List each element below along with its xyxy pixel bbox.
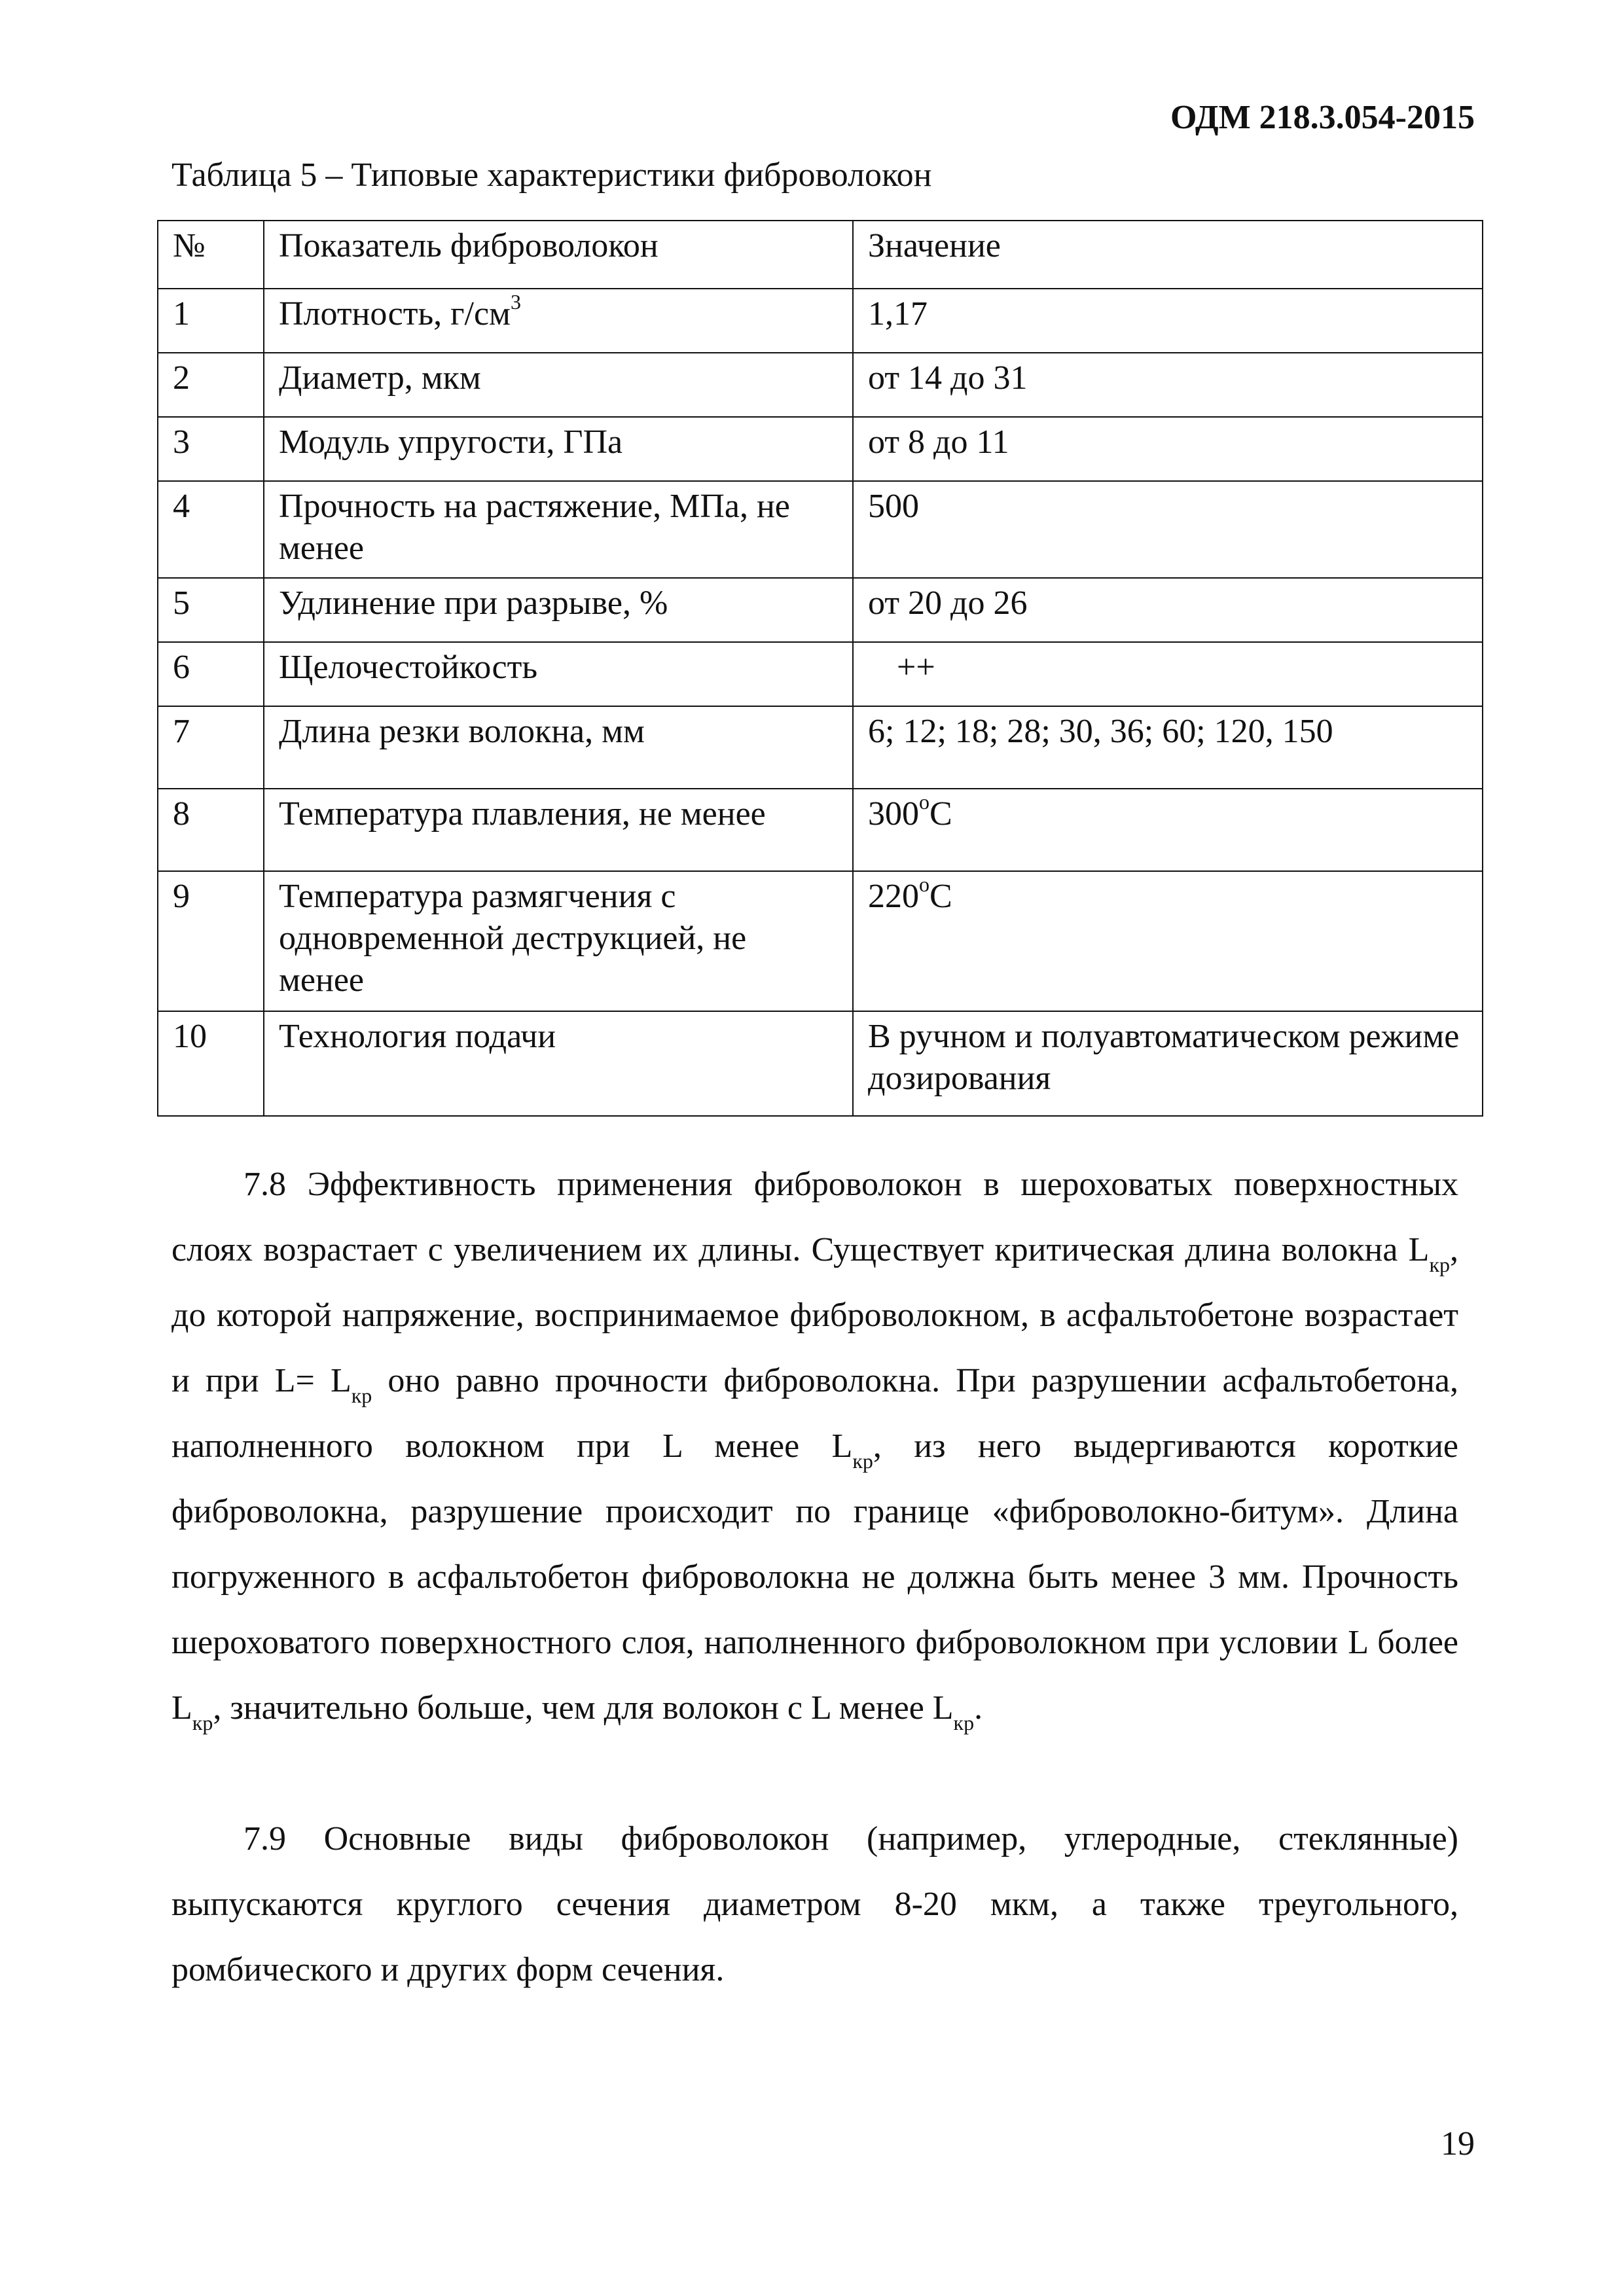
row-number: 8 xyxy=(158,789,264,871)
table-row xyxy=(158,417,1483,481)
paragraph-text: , до которой напряжение, воспринимаемое фиброволокном, в асфальтобетоне возрастает и при L= L xyxy=(171,1231,1458,1399)
paragraph-text: оно равно прочности фиброволокна. При разрушении асфальтобетона, наполненного волокном при L менее L xyxy=(171,1362,1458,1465)
degree-superscript: о xyxy=(919,789,929,814)
page-number: 19 xyxy=(1441,2125,1475,2162)
row-property: Температура плавления, не менее xyxy=(264,789,853,871)
paragraph-text: , значительно больше, чем для волокон с L менее L xyxy=(213,1689,954,1727)
row-property: Длина резки волокна, мм xyxy=(264,706,853,789)
row-number: 7 xyxy=(158,706,264,789)
table-row xyxy=(158,789,1483,871)
table-row xyxy=(158,871,1483,1011)
fiber-characteristics-table xyxy=(157,220,1483,1117)
row-value: В ручном и полуавтоматическом режиме дозирования xyxy=(853,1011,1483,1116)
table-row xyxy=(158,289,1483,353)
row-value xyxy=(853,789,1483,871)
row-value xyxy=(853,871,1483,1011)
subscript-kr: кр xyxy=(852,1449,873,1473)
table-row xyxy=(158,353,1483,417)
row-number: 3 xyxy=(158,417,264,481)
row-value-unit: С xyxy=(929,795,952,833)
row-property: Прочность на растяжение, МПа, не менее xyxy=(264,481,853,578)
row-property: Удлинение при разрыве, % xyxy=(264,578,853,642)
row-value: 1,17 xyxy=(853,289,1483,353)
row-number: 4 xyxy=(158,481,264,578)
paragraph-7-8 xyxy=(171,1152,1458,1741)
row-property xyxy=(264,289,853,353)
paragraph-7-9: 7.9 Основные виды фиброволокон (например, углеродные, стеклянные) выпускаются круглого сечения диаметром 8-20 мкм, а также треугольного, ромбического и других форм сечения. xyxy=(171,1820,1458,1988)
table-row xyxy=(158,1011,1483,1116)
table-row xyxy=(158,642,1483,706)
table-row xyxy=(158,578,1483,642)
row-value-text: 220 xyxy=(868,878,919,915)
row-property-superscript: 3 xyxy=(510,289,521,314)
subscript-kr: кр xyxy=(192,1711,213,1735)
table-caption: Таблица 5 – Типовые характеристики фиброволокон xyxy=(171,156,932,194)
row-number: 10 xyxy=(158,1011,264,1116)
paragraph-text: . xyxy=(974,1689,983,1727)
row-property: Модуль упругости, ГПа xyxy=(264,417,853,481)
column-header-number: № xyxy=(158,221,264,289)
paragraph-text: 7.8 Эффективность применения фиброволокон в шероховатых поверхностных слоях возрастает с увеличением их длины. Существует критическая длина волокна L xyxy=(171,1166,1458,1268)
row-number: 2 xyxy=(158,353,264,417)
row-property-text: Плотность, г/см xyxy=(279,295,511,332)
row-value: 6; 12; 18; 28; 30, 36; 60; 120, 150 xyxy=(853,706,1483,789)
column-header-value: Значение xyxy=(853,221,1483,289)
degree-superscript: о xyxy=(919,872,929,896)
row-value: от 8 до 11 xyxy=(853,417,1483,481)
row-value: от 20 до 26 xyxy=(853,578,1483,642)
table-row xyxy=(158,481,1483,578)
row-property: Щелочестойкость xyxy=(264,642,853,706)
subscript-kr: кр xyxy=(1429,1253,1450,1277)
row-number: 6 xyxy=(158,642,264,706)
row-value: от 14 до 31 xyxy=(853,353,1483,417)
row-property: Технология подачи xyxy=(264,1011,853,1116)
row-number: 1 xyxy=(158,289,264,353)
row-value-unit: С xyxy=(929,878,952,915)
row-property: Температура размягчения с одновременной деструкцией, не менее xyxy=(264,871,853,1011)
row-value: 500 xyxy=(853,481,1483,578)
row-number: 9 xyxy=(158,871,264,1011)
row-value-text: ++ xyxy=(897,649,935,686)
subscript-kr: кр xyxy=(351,1384,372,1408)
row-number: 5 xyxy=(158,578,264,642)
subscript-kr: кр xyxy=(953,1711,975,1735)
document-code: ОДМ 218.3.054-2015 xyxy=(1170,99,1475,136)
table-row xyxy=(158,706,1483,789)
column-header-property: Показатель фиброволокон xyxy=(264,221,853,289)
paragraph-text: , из него выдергиваются короткие фиброволокна, разрушение происходит по границе «фиброволокно-битум». Длина погруженного в асфальтобетон фиброволокна не должна быть менее 3 мм. Прочность шероховатого поверхностного слоя, наполненного фиброволокном при условии L более L xyxy=(171,1427,1459,1727)
row-value-text: 300 xyxy=(868,795,919,833)
row-value xyxy=(853,642,1483,706)
row-property: Диаметр, мкм xyxy=(264,353,853,417)
table-header-row xyxy=(158,221,1483,289)
